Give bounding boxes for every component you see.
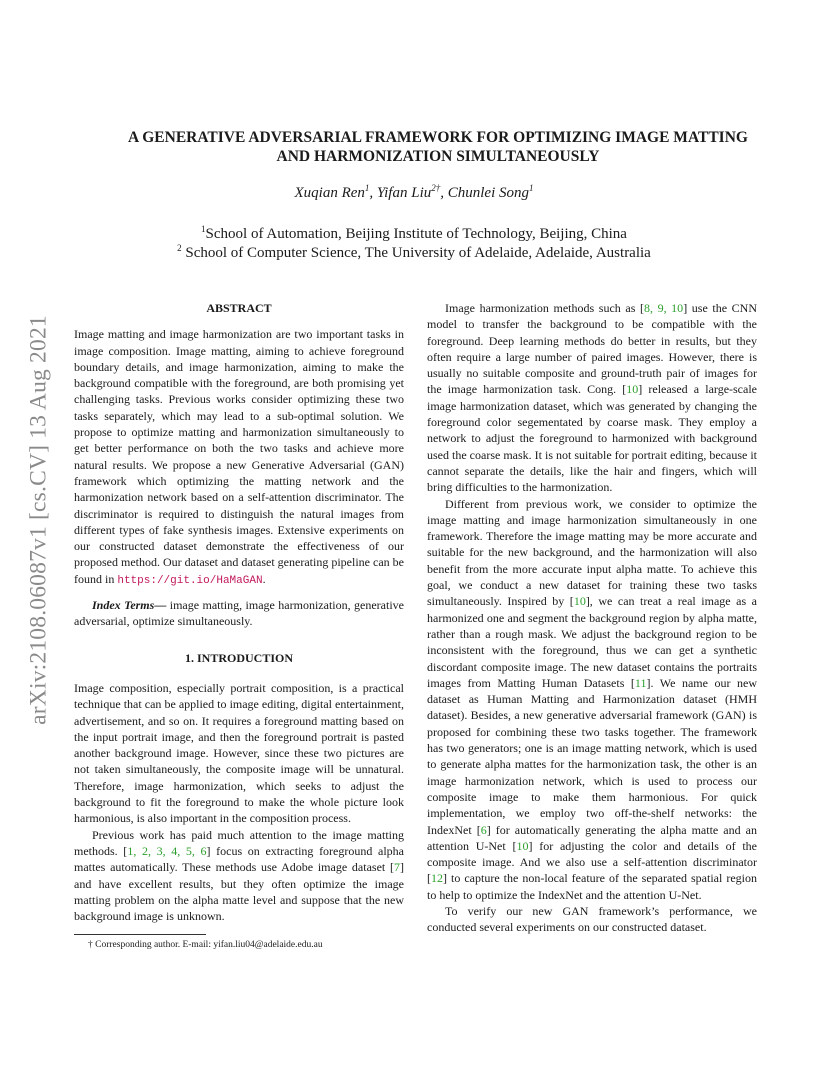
text-run: ] use the CNN model to transfer the background to be compatible with the foreground. Deep learning methods do better in results, but they often require a large number of paired images. However, there is usually no suitable composite and ground-truth pair of images for the image harmonization task. Cong. [ (427, 301, 757, 397)
author-affiliation-mark: 1 (528, 183, 534, 193)
author-name: Yifan Liu (376, 185, 432, 201)
abstract-text: Image matting and image harmonization are two important tasks in image composition. Image matting, aiming to achieve foreground boundary details, and image harmonization, aiming to make the background compatible with the foreground, are both promising yet challenging tasks. Previous works consider optimizing these two tasks separately, which may lead to a sub-optimal solution. We propose to optimize matting and harmonization simultaneously to get better performance on both the two tasks and achieve more natural results. We propose a new Generative Adversarial (GAN) framework which optimizing the matting network and the harmonization network based on a self-attention discriminator. The discriminator is required to distinguish the natural images from different types of fake synthesis images. Extensive experiments on our constructed dataset demonstrate the effectiveness of our proposed method. Our dataset and dataset generating pipeline can be found in (74, 327, 404, 586)
text-run: Previous work has paid much attention to the image matting methods. [ (74, 827, 404, 858)
text-run: Different from previous work, we consider to optimize the image matting and image harmonization simultaneously in one framework. Therefore the image matting may be more accurate and suitable for the new background, and the harmonization will also benefit from the more accurate input alpha matte. To achieve this goal, we conduct a new dataset for training these two tasks simultaneously. Inspired by [ (427, 496, 757, 609)
citation-link[interactable]: 7 (394, 860, 400, 875)
citation-link[interactable]: 6 (480, 822, 487, 837)
text-run: ] to capture the non-local feature of the separated spatial region to help to optimize the IndexNet and the attention U-Net. (427, 871, 757, 902)
author-name: Chunlei Song (447, 185, 529, 201)
citation-link[interactable]: 10 (573, 594, 586, 609)
right-column (427, 300, 757, 936)
arxiv-identifier: arXiv:2108.06087v1 [cs.CV] 13 Aug 2021 (25, 315, 52, 725)
index-terms-text: image matting, image harmonization, generative adversarial, optimize simultaneously. (74, 598, 404, 629)
abstract-body (74, 326, 404, 589)
citation-link[interactable]: 11 (634, 675, 647, 690)
footnote-rule (74, 934, 206, 935)
text-run: ] released a large-scale image harmonization dataset, which was generated by changing the foreground color segementated by coarse mask. They employ a network to adjust the foreground to harmonized with background used the coarse mask. It is not suitable for portrait editing, because it cannot separate the details, like the hair and fingers, which will bring difficulties to the harmonization. (427, 382, 757, 495)
text-run: ] for automatically generating the alpha matte and an attention U-Net [ (427, 822, 757, 853)
citation-link[interactable]: 10 (516, 838, 529, 853)
author-list: Xuqian Ren$^1$, Yifan Liu$^{2\dagger}$, Chunlei Song$^1$ (294, 183, 534, 201)
footnote: † Corresponding author. E-mail: yifan.liu04@adelaide.edu.au (88, 940, 323, 951)
text-run: ], we can treat a real image as a harmonized one and segment the background region by alpha matte, rather than a rough mask. We adjust the background region to be inconsistent with the foreground, thus we can get a synthetic discordant composite image. The new dataset contains the portraits images from Matting Human Datasets [ (427, 594, 757, 690)
citation-link[interactable]: 12 (431, 871, 443, 886)
intro-paragraph-2 (74, 827, 404, 925)
title-line-2: AND HARMONIZATION SIMULTANEOUSLY (276, 148, 600, 165)
author-affiliation-mark: 1 (364, 183, 370, 193)
index-terms-label: Index Terms— (92, 598, 167, 613)
method-paragraph (427, 496, 757, 903)
dataset-link[interactable]: https://git.io/HaMaGAN (117, 574, 263, 587)
affiliation-1 (0, 226, 828, 243)
text-run: Image harmonization methods such as [ (445, 301, 644, 315)
text-run: ] for adjusting the color and details of the composite image. And we also use a self-attention discriminator [ (427, 838, 758, 886)
abstract-end: . (262, 571, 266, 586)
intro-paragraph-1: Image composition, especially portrait composition, is a practical technique that can be applied to image editing, digital entertainment, advertisement, and so on. It requires a foreground matting based on the input portrait image, and then the foreground portrait is pasted another background image. However, since these two pictures are not taken simultaneously, the composite image will be unnatural. Therefore, image harmonization, which seeks to adjust the background to fit the foreground to make the whole picture look harmonious, is also important in the composition process. (74, 680, 404, 826)
citation-link[interactable]: 1, 2, 3, 4, 5, 6 (127, 843, 207, 858)
left-column (74, 300, 404, 951)
arxiv-side-stamp (22, 280, 56, 760)
affiliation-mark: 1 (201, 224, 206, 234)
text-run: ] and have excellent results, but they often optimize the image matting problem on the alpha matte level and suppose that the new background image is unknown. (74, 860, 404, 924)
introduction-heading: 1. INTRODUCTION (184, 650, 293, 665)
author-name: Xuqian Ren (294, 185, 365, 201)
index-terms (74, 597, 404, 630)
author-affiliation-mark: 2† (431, 183, 441, 193)
affiliation-text: School of Automation, Beijing Institute of Technology, Beijing, China (205, 226, 627, 242)
text-run: ]. We name our new dataset as Human Matting and Harmonization dataset (HMH dataset). Besides, a new generative adversarial framework (GAN) is proposed for combining these two tasks together. The framework has two generators; one is an image matting network, which is used to generate alpha mattes for the harmonization task, the other is an image harmonization network, which is used to process our composite image to make them harmonious. For quick implementation, we employ two off-the-shelf networks: the IndexNet [ (427, 675, 757, 837)
title-line-1: A GENERATIVE ADVERSARIAL FRAMEWORK FOR OPTIMIZING IMAGE MATTING (128, 129, 748, 146)
affiliation-mark: 2 (177, 243, 182, 253)
citation-link[interactable]: 10 (626, 382, 639, 397)
citation-link[interactable]: 8, 9, 10 (643, 301, 684, 315)
paper-title (60, 128, 816, 166)
affiliation-2 (0, 245, 828, 262)
abstract-heading: ABSTRACT (206, 301, 272, 315)
verification-paragraph: To verify our new GAN framework’s performance, we conducted several experiments on our constructed dataset. (427, 903, 757, 935)
affiliation-text: School of Computer Science, The University of Adelaide, Adelaide, Australia (185, 245, 651, 261)
harmonization-paragraph (427, 300, 757, 496)
text-run: ] focus on extracting foreground alpha mattes automatically. These methods use Adobe image dataset [ (74, 843, 405, 875)
